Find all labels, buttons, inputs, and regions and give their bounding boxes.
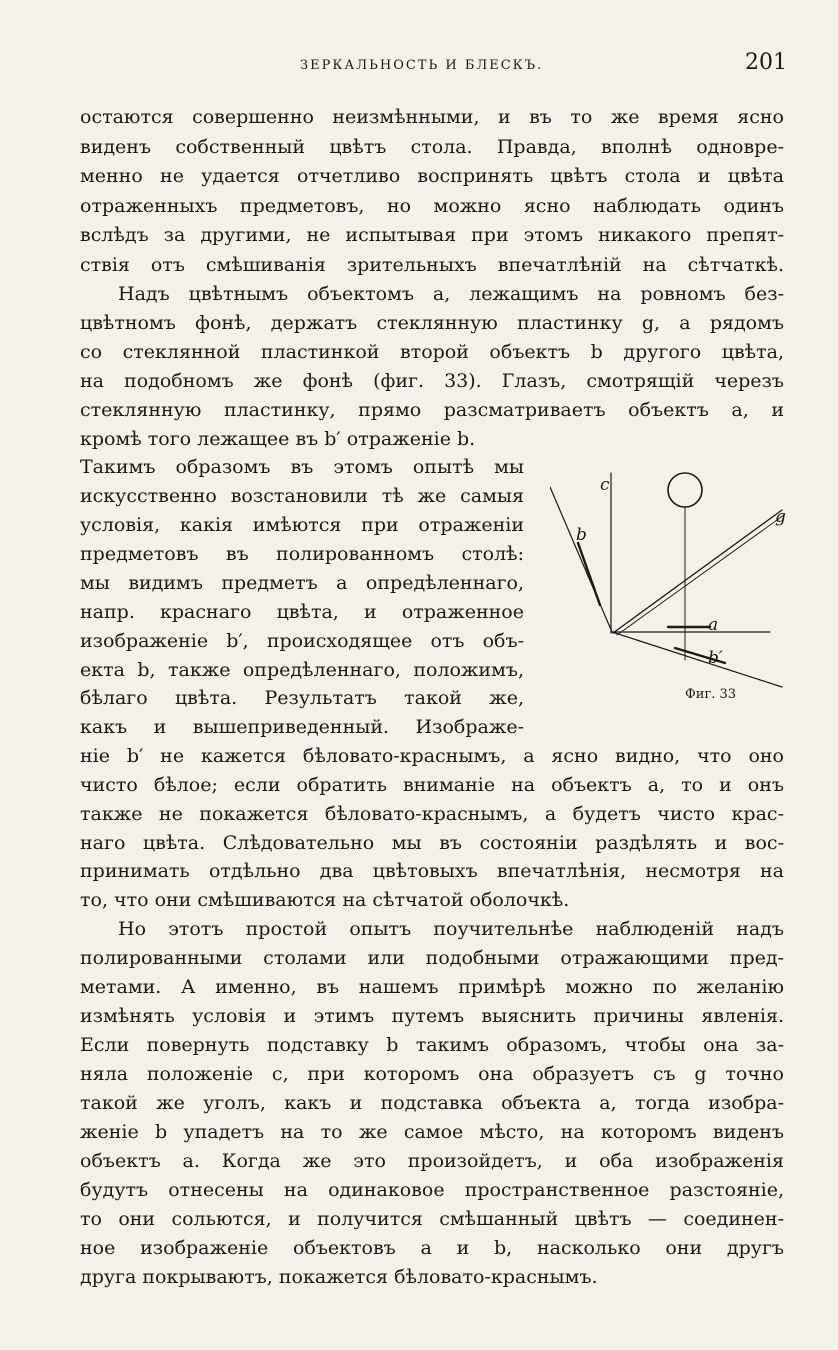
text-line: остаются совершенно неизмѣнными, и въ то же время ясно (80, 106, 784, 128)
text-line: менно не удается отчетливо воспринять цвѣтъ стола и цвѣта (80, 165, 784, 187)
running-head: ЗЕРКАЛЬНОСТЬ И БЛЕСКЪ. (300, 58, 544, 73)
object-b-mark (578, 543, 600, 605)
text-line: наго цвѣта. Слѣдовательно мы въ состояніи раздѣлять и вос- (80, 832, 784, 854)
label-c: c (600, 475, 610, 495)
text-line: Такимъ образомъ въ этомъ опытѣ мы (80, 456, 524, 478)
label-g: g (775, 507, 786, 527)
text-line: предметовъ въ полированномъ столѣ: (80, 543, 524, 565)
text-line: Надъ цвѣтнымъ объектомъ a, лежащимъ на ровномъ без- (118, 283, 784, 305)
text-line: ніе b′ не кажется бѣловато-краснымъ, а ясно видно, что оно (80, 745, 784, 767)
page-header (0, 50, 838, 80)
text-line: ное изображеніе объектовъ a и b, насколько они другъ (80, 1237, 784, 1259)
label-a: a (708, 615, 719, 635)
figure-33 (550, 455, 788, 715)
text-line: то, что они смѣшиваются на сѣтчатой оболочкѣ. (80, 889, 570, 911)
text-line: чисто бѣлое; если обратить вниманіе на объектъ a, то и онъ (80, 774, 784, 796)
text-line: какъ и вышеприведенный. Изображе- (80, 716, 524, 738)
text-line: цвѣтномъ фонѣ, держатъ стеклянную пластинку g, а рядомъ (80, 312, 784, 334)
text-line: вслѣдъ за другими, не испытывая при этомъ никакого препят- (80, 224, 784, 246)
text-line: Но этотъ простой опытъ поучительнѣе наблюденій надъ (118, 918, 784, 940)
text-line: Если повернуть подставку b такимъ образомъ, чтобы она за- (80, 1034, 784, 1056)
figure-caption: Фиг. 33 (685, 687, 737, 702)
figure-diagram (550, 455, 788, 690)
text-line: искусственно возстановили тѣ же самыя (80, 485, 524, 507)
text-line: женіе b упадетъ на то же самое мѣсто, на которомъ виденъ (80, 1121, 784, 1143)
text-line: изображеніе b′, происходящее отъ объ- (80, 630, 524, 652)
eye-circle (668, 473, 702, 507)
text-line: напр. краснаго цвѣта, и отраженное (80, 601, 524, 623)
reflected-line (612, 632, 782, 687)
text-line: няла положеніе c, при которомъ она образуетъ съ g точно (80, 1063, 784, 1085)
glass-plate-line-1 (613, 510, 782, 633)
text-line: мы видимъ предметъ a опредѣленнаго, (80, 572, 524, 594)
support-b-line (550, 487, 612, 632)
glass-plate-line-2 (617, 515, 784, 635)
text-line: условія, какія имѣются при отраженіи (80, 514, 524, 536)
text-line: екта b, также опредѣленнаго, положимъ, (80, 659, 524, 681)
text-line: кромѣ того лежащее въ b′ отраженіе b. (80, 428, 476, 450)
text-line: ствія отъ смѣшиванія зрительныхъ впечатлѣній на сѣтчаткѣ. (80, 254, 784, 276)
text-line: виденъ собственный цвѣтъ стола. Правда, вполнѣ одновре- (80, 136, 784, 158)
text-line: на подобномъ же фонѣ (фиг. 33). Глазъ, смотрящій черезъ (80, 370, 784, 392)
text-line: друга покрываютъ, покажется бѣловато-краснымъ. (80, 1266, 598, 1288)
text-line: стеклянную пластинку, прямо разсматриваетъ объектъ a, и (80, 399, 784, 421)
text-line: принимать отдѣльно два цвѣтовыхъ впечатлѣнія, несмотря на (80, 860, 784, 882)
text-line: также не покажется бѣловато-краснымъ, а будетъ чисто крас- (80, 803, 784, 825)
text-line: со стеклянной пластинкой второй объектъ b другого цвѣта, (80, 341, 784, 363)
text-line: измѣнять условія и этимъ путемъ выяснить причины явленія. (80, 1005, 784, 1027)
text-line: полированными столами или подобными отражающими пред- (80, 947, 784, 969)
label-b-prime: b′ (708, 648, 723, 668)
text-line: метами. А именно, въ нашемъ примѣрѣ можно по желанію (80, 976, 784, 998)
label-b: b (576, 525, 587, 545)
text-line: объектъ a. Когда же это произойдетъ, и оба изображенія (80, 1150, 784, 1172)
text-line: то они сольются, и получится смѣшанный цвѣтъ — соединен- (80, 1208, 784, 1230)
text-line: бѣлаго цвѣта. Результатъ такой же, (80, 687, 524, 709)
text-line: будутъ отнесены на одинаковое пространственное разстояніе, (80, 1179, 784, 1201)
text-line: такой же уголъ, какъ и подставка объекта a, тогда изобра- (80, 1092, 784, 1114)
text-line: отраженныхъ предметовъ, но можно ясно наблюдать одинъ (80, 195, 784, 217)
page-number: 201 (745, 50, 787, 75)
